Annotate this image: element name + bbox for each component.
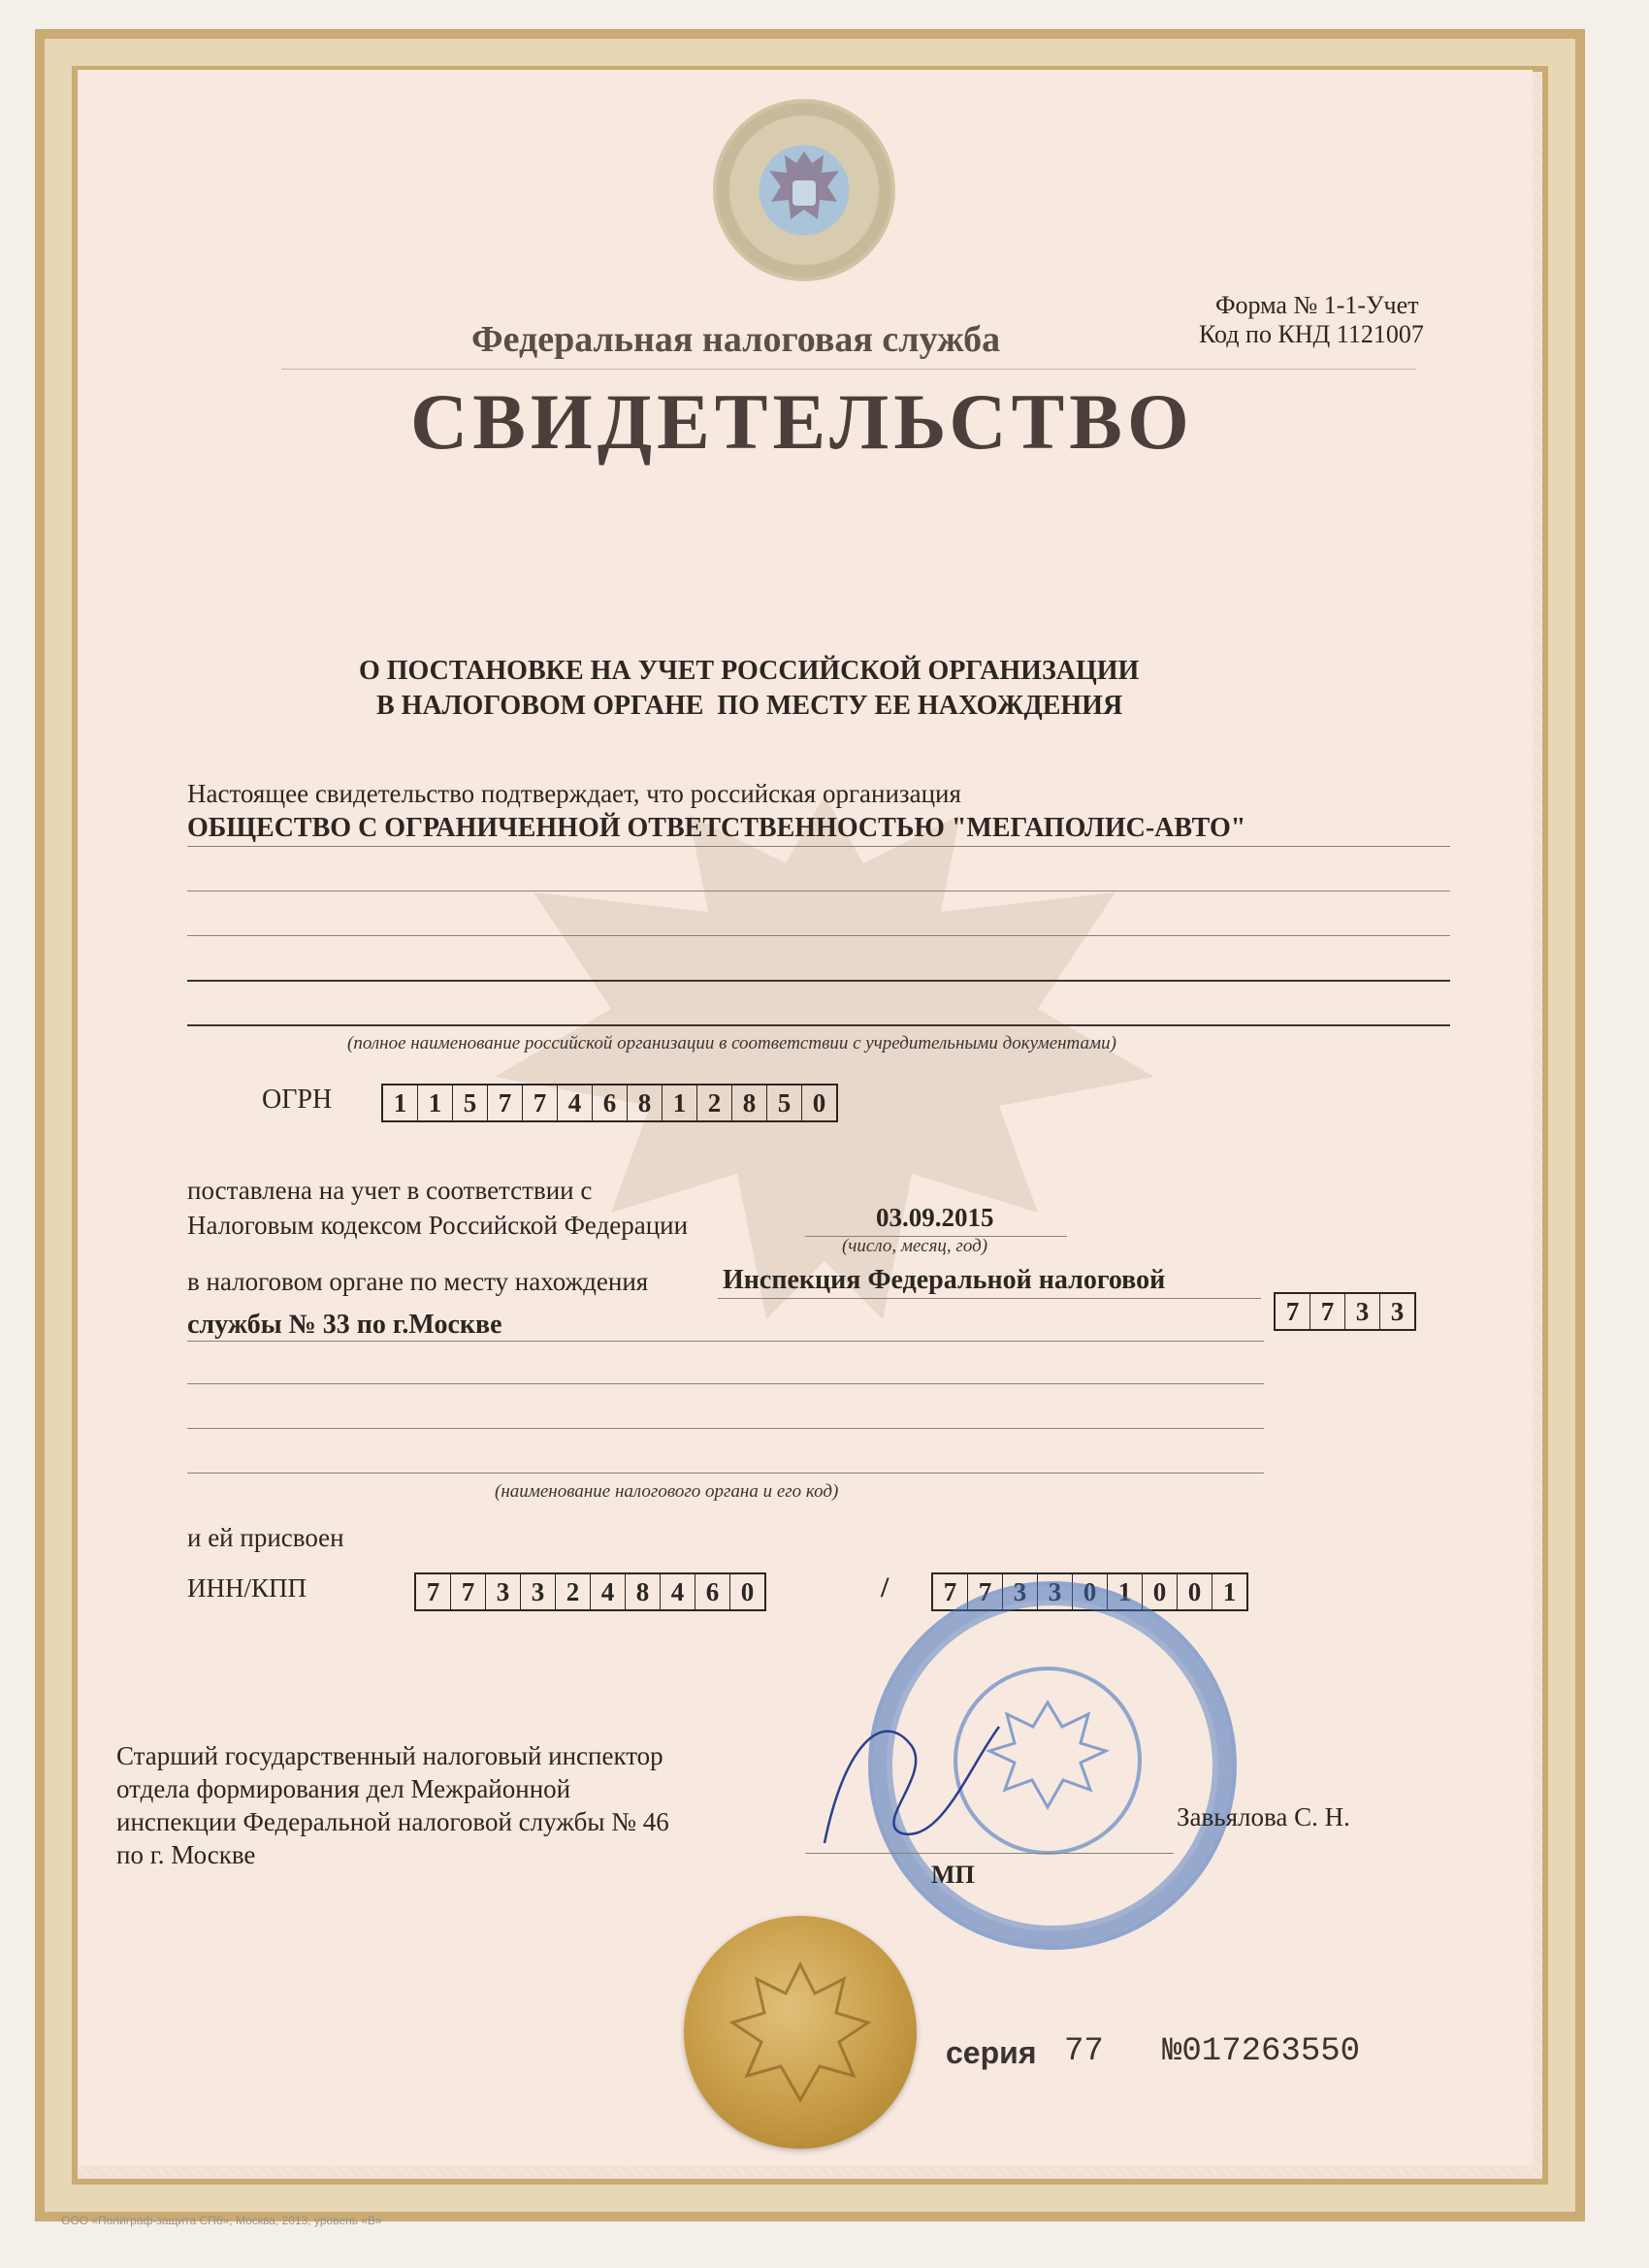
signature-icon	[805, 1688, 1018, 1867]
org-rule-5	[187, 1024, 1450, 1026]
authority-rule-2	[187, 1341, 1264, 1342]
inn-digit: 7	[451, 1574, 486, 1609]
ogrn-digit: 2	[697, 1085, 732, 1120]
subtitle-line-2: В НАЛОГОВОМ ОРГАНЕ ПО МЕСТУ ЕЕ НАХОЖДЕНИЯ	[376, 691, 1123, 721]
org-rule-1	[187, 846, 1450, 847]
authority-code-digit: 3	[1345, 1294, 1380, 1329]
ogrn-digit: 8	[628, 1085, 663, 1120]
date-caption: (число, месяц, год)	[842, 1236, 988, 1256]
series-label: серия	[946, 2035, 1037, 2070]
inn-digit: 6	[695, 1574, 730, 1609]
kpp-digit: 1	[1222, 1576, 1237, 1606]
kpp-digit: 0	[1178, 1574, 1212, 1609]
service-name: Федеральная налоговая служба	[471, 319, 1001, 360]
authority-code-digit: 3	[1390, 1296, 1405, 1326]
hologram-emblem-icon	[713, 99, 895, 281]
organization-name: ОБЩЕСТВО С ОГРАНИЧЕННОЙ ОТВЕТСТВЕННОСТЬЮ "МЕГАПОЛИС-АВТО"	[187, 813, 1246, 843]
ogrn-boxes	[381, 1084, 838, 1122]
authority-code-digit: 7	[1276, 1294, 1310, 1329]
inn-digit: 3	[486, 1574, 521, 1609]
kpp-digit: 7	[968, 1574, 1003, 1609]
ogrn-label: ОГРН	[262, 1085, 333, 1115]
authority-rule-4	[187, 1428, 1264, 1429]
inn-kpp-separator: /	[881, 1571, 889, 1604]
ogrn-digit: 1	[383, 1085, 418, 1120]
inn-digit: 3	[521, 1574, 556, 1609]
ogrn-digit: 0	[812, 1087, 826, 1118]
form-number: Форма № 1-1-Учет	[1215, 291, 1419, 319]
gold-seal-icon	[684, 1916, 917, 2149]
authority-caption: (наименование налогового органа и его код)	[495, 1481, 839, 1502]
organization-caption: (полное наименование российской организации в соответствии с учредительными документами)	[347, 1033, 1116, 1053]
signatory-line-1: Старший государственный налоговый инспектор	[116, 1741, 663, 1770]
series-number: №017263550	[1162, 2033, 1361, 2070]
header-rule	[281, 369, 1416, 370]
kpp-digit: 1	[1108, 1574, 1143, 1609]
series-value: 77	[1064, 2033, 1104, 2070]
signatory-line-3: инспекции Федеральной налоговой службы № 46	[116, 1807, 669, 1836]
authority-rule-5	[187, 1473, 1264, 1474]
signatory-line-2: отдела формирования дел Межрайонной	[116, 1774, 571, 1803]
ogrn-digit: 6	[593, 1085, 628, 1120]
ogrn-digit: 7	[488, 1085, 523, 1120]
inn-digit: 7	[416, 1574, 451, 1609]
assigned-label: и ей присвоен	[187, 1523, 344, 1552]
kpp-digit: 0	[1143, 1574, 1178, 1609]
signatory-name: Завьялова С. Н.	[1177, 1802, 1350, 1831]
knd-code: Код по КНД 1121007	[1199, 320, 1424, 348]
authority-name-line-1: Инспекция Федеральной налоговой	[723, 1265, 1166, 1295]
kpp-digit: 0	[1073, 1574, 1108, 1609]
signatory-line-4: по г. Москве	[116, 1840, 256, 1869]
inn-digit: 4	[591, 1574, 626, 1609]
registration-line-2: Налоговым кодексом Российской Федерации	[187, 1211, 689, 1240]
kpp-digit: 7	[933, 1574, 968, 1609]
authority-code-boxes	[1274, 1292, 1416, 1331]
authority-code-digit: 7	[1310, 1294, 1345, 1329]
registration-line-1: поставлена на учет в соответствии с	[187, 1176, 593, 1205]
inn-digit: 2	[556, 1574, 591, 1609]
subtitle-line-1: О ПОСТАНОВКЕ НА УЧЕТ РОССИЙСКОЙ ОРГАНИЗАЦИИ	[359, 656, 1140, 686]
authority-prefix: в налоговом органе по месту нахождения	[187, 1267, 649, 1296]
document-title: СВИДЕТЕЛЬСТВО	[410, 377, 1194, 466]
inn-boxes	[414, 1572, 766, 1611]
kpp-digit: 3	[1038, 1574, 1073, 1609]
registration-date: 03.09.2015	[876, 1203, 994, 1232]
inn-digit: 8	[626, 1574, 661, 1609]
stamp-placeholder-label: МП	[931, 1861, 975, 1889]
ogrn-digit: 1	[663, 1085, 697, 1120]
inn-digit: 4	[661, 1574, 695, 1609]
kpp-digit: 3	[1003, 1574, 1038, 1609]
ogrn-digit: 8	[732, 1085, 767, 1120]
ogrn-digit: 5	[453, 1085, 488, 1120]
printer-info: ООО «Полиграф-защита СПб», Москва, 2013, уровень «В»	[61, 2214, 382, 2227]
inn-digit: 0	[740, 1576, 755, 1606]
ogrn-digit: 1	[418, 1085, 453, 1120]
authority-rule-1	[718, 1298, 1261, 1299]
org-rule-4	[187, 980, 1450, 982]
authority-rule-3	[187, 1383, 1264, 1384]
ogrn-digit: 7	[523, 1085, 558, 1120]
authority-name-line-2: службы № 33 по г.Москве	[187, 1310, 502, 1340]
ogrn-digit: 4	[558, 1085, 593, 1120]
organization-intro: Настоящее свидетельство подтверждает, что российская организация	[187, 779, 961, 808]
inn-kpp-label: ИНН/КПП	[187, 1573, 307, 1603]
org-rule-3	[187, 935, 1450, 936]
ogrn-digit: 5	[767, 1085, 802, 1120]
